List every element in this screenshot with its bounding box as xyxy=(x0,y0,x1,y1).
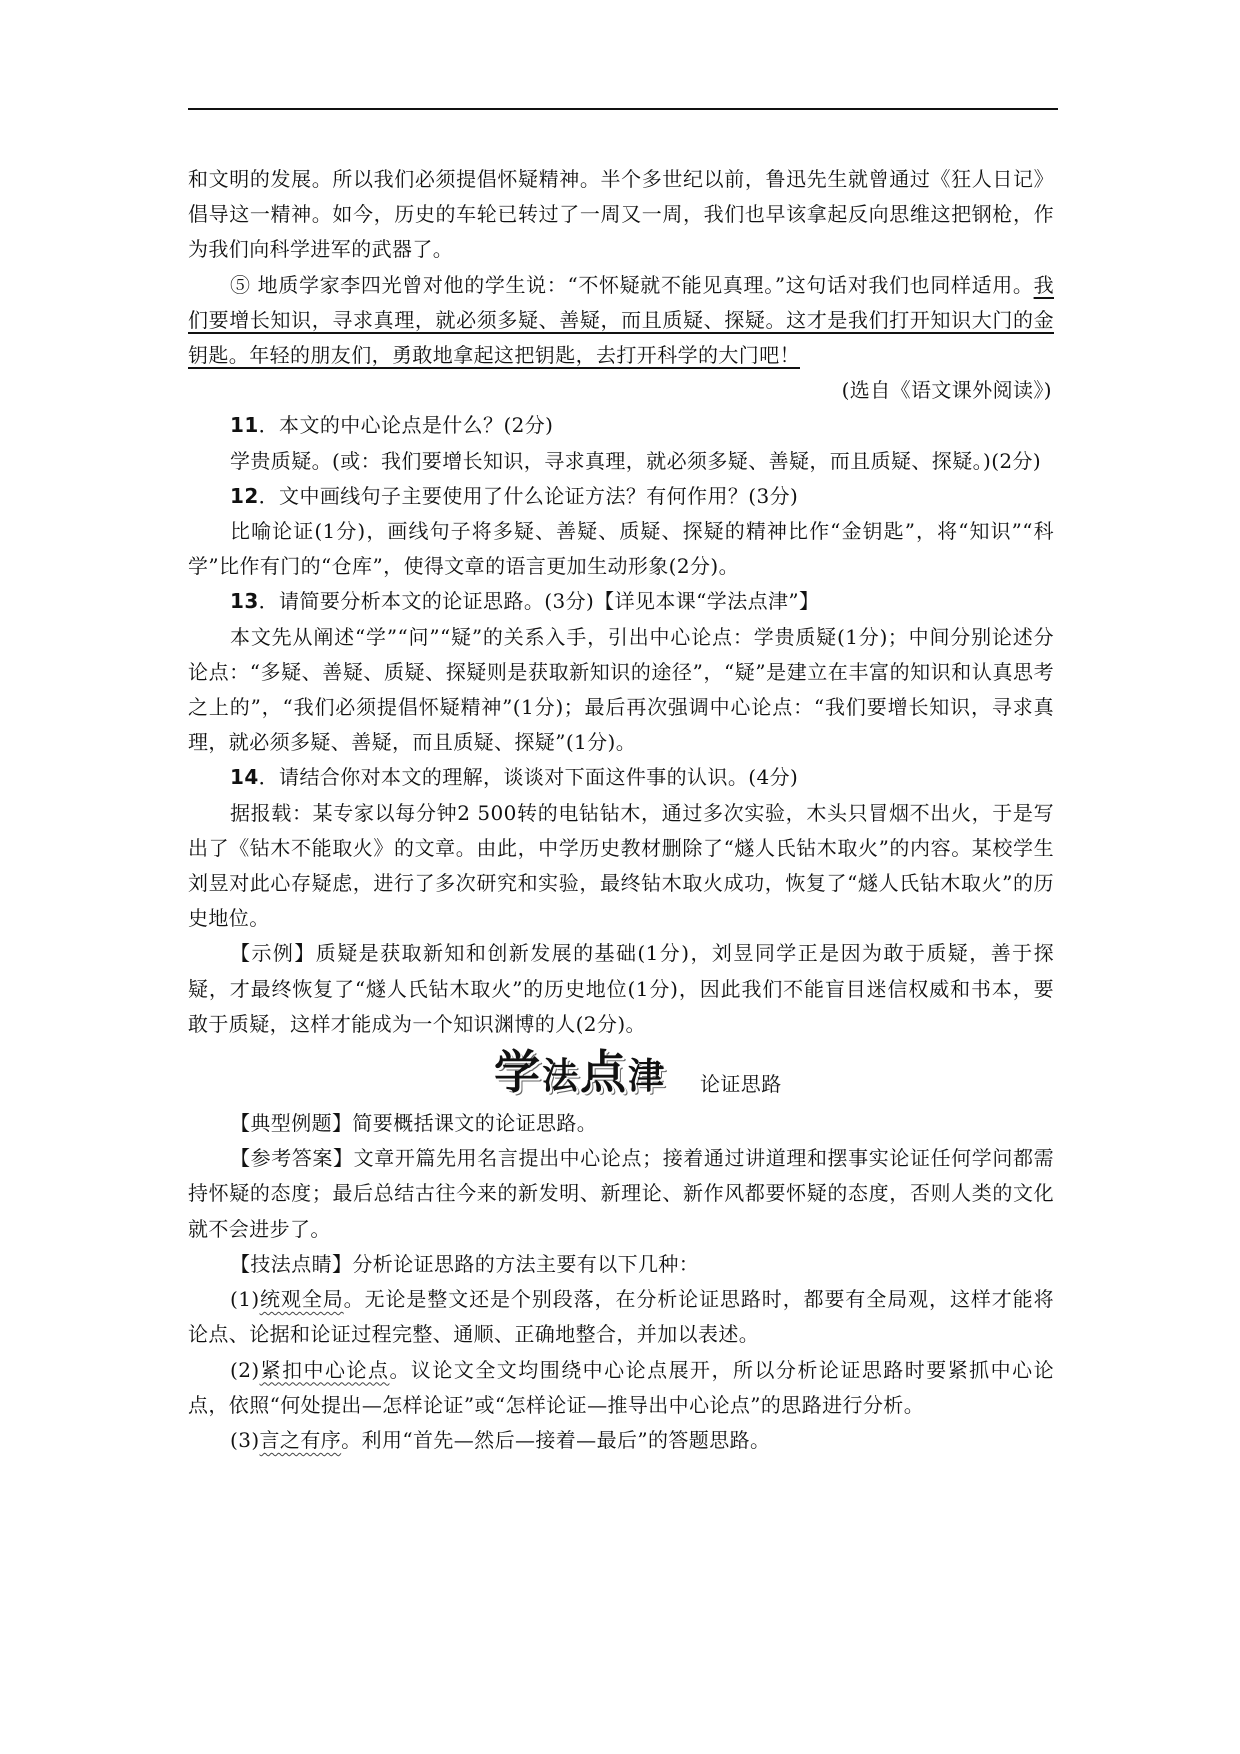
underlined-sentence: 我们要增长知识，寻求真理，就必须多疑、善疑，而且质疑、探疑。这才是我们打开知识大门的金钥匙。年轻的朋友们，勇敢地拿起这把钥匙，去打开科学的大门吧！ xyxy=(188,272,1054,368)
page-content xyxy=(188,162,1054,1458)
tip-number: (2) xyxy=(230,1357,260,1382)
paragraph-4-tail: 和文明的发展。所以我们必须提倡怀疑精神。半个多世纪以前，鲁迅先生就曾通过《狂人日记》倡导这一精神。如今，历史的车轮已转过了一周又一周，我们也早该拿起反向思维这把钢枪，作为我们向科学进军的武器了。 xyxy=(188,167,1054,262)
question-number: 14 xyxy=(230,765,259,790)
banner-char: 学 xyxy=(494,1045,542,1100)
banner-char: 法 xyxy=(542,1056,581,1098)
banner-char: 津 xyxy=(628,1056,667,1098)
question-text: ．请结合你对本文的理解，谈谈对下面这件事的认识。(4分) xyxy=(258,765,799,790)
tip-text: 。无论是整文还是个别段落，在分析论证思路时，都要有全局观，这样才能将论点、论据和论证过程完整、通顺、正确地整合，并加以表述。 xyxy=(188,1287,1054,1347)
paragraph-5-lead: ⑤ 地质学家李四光曾对他的学生说：“不怀疑就不能见真理。”这句话对我们也同样适用。 xyxy=(230,272,1034,297)
banner-subtitle: 论证思路 xyxy=(700,1072,782,1097)
question-text: ．请简要分析本文的论证思路。(3分)【详见本课“学法点津”】 xyxy=(258,589,820,614)
tip-1 xyxy=(188,1282,1054,1352)
answer-14: 【示例】质疑是获取新知和创新发展的基础(1分)，刘昱同学正是因为敢于质疑，善于探疑，才最终恢复了“燧人氏钻木取火”的历史地位(1分)，因此我们不能盲目迷信权威和书本，要敢于质疑，这样才能成为一个知识渊博的人(2分)。 xyxy=(188,941,1054,1036)
material-14: 据报载：某专家以每分钟2 500转的电钻钻木，通过多次实验，木头只冒烟不出火，于是写出了《钻木不能取火》的文章。由此，中学历史教材删除了“燧人氏钻木取火”的内容。某校学生刘昱对此心存疑虑，进行了多次研究和实验，最终钻木取火成功，恢复了“燧人氏钻木取火”的历史地位。 xyxy=(188,800,1054,931)
tip-keyword: 言之有序 xyxy=(259,1427,342,1452)
header-rule xyxy=(188,108,1058,110)
question-14 xyxy=(188,760,1054,795)
tip-3 xyxy=(188,1423,1054,1458)
typical-example: 【典型例题】简要概括课文的论证思路。 xyxy=(230,1111,598,1136)
banner-title xyxy=(494,1046,666,1103)
answer-11: 学贵质疑。(或：我们要增长知识，寻求真理，就必须多疑、善疑，而且质疑、探疑。)(2分) xyxy=(230,448,1042,473)
banner-char: 点 xyxy=(580,1045,629,1100)
tip-2 xyxy=(188,1353,1054,1423)
tip-keyword: 紧扣中心论点 xyxy=(259,1357,390,1382)
source-citation: (选自《语文课外阅读》) xyxy=(841,378,1052,403)
question-number: 13 xyxy=(230,589,259,614)
section-banner xyxy=(188,1044,1054,1106)
question-11 xyxy=(188,408,1054,443)
answer-13: 本文先从阐述“学”“问”“疑”的关系入手，引出中心论点：学贵质疑(1分)；中间分别论述分论点：“多疑、善疑、质疑、探疑则是获取新知识的途径”，“疑”是建立在丰富的知识和认真思考之上的”，“我们必须提倡怀疑精神”(1分)；最后再次强调中心论点：“我们要增长知识，寻求真理，就必须多疑、善疑，而且质疑、探疑”(1分)。 xyxy=(188,624,1054,755)
tip-number: (1) xyxy=(230,1287,260,1312)
tip-text: 。利用“首先—然后—接着—最后”的答题思路。 xyxy=(341,1427,771,1452)
question-text: ．本文的中心论点是什么？(2分) xyxy=(258,413,554,438)
question-text: ．文中画线句子主要使用了什么论证方法？有何作用？(3分) xyxy=(258,483,799,508)
paragraph-5 xyxy=(188,268,1054,374)
tip-number: (3) xyxy=(230,1427,260,1452)
tip-text: 。议论文全文均围绕中心论点展开，所以分析论证思路时要紧抓中心论点，依照“何处提出—怎样论证”或“怎样论证—推导出中心论点”的思路进行分析。 xyxy=(188,1357,1054,1417)
question-number: 12 xyxy=(230,483,259,508)
tip-keyword: 统观全局 xyxy=(259,1287,344,1312)
question-13 xyxy=(188,584,1054,619)
reference-answer: 【参考答案】文章开篇先用名言提出中心论点；接着通过讲道理和摆事实论证任何学问都需持怀疑的态度；最后总结古往今来的新发明、新理论、新作风都要怀疑的态度，否则人类的文化就不会进步了。 xyxy=(188,1146,1054,1241)
answer-12: 比喻论证(1分)，画线句子将多疑、善疑、质疑、探疑的精神比作“金钥匙”，将“知识”“科学”比作有门的“仓库”，使得文章的语言更加生动形象(2分)。 xyxy=(188,519,1054,579)
tips-intro: 【技法点睛】分析论证思路的方法主要有以下几种： xyxy=(230,1251,700,1276)
question-number: 11 xyxy=(230,413,259,438)
question-12 xyxy=(188,479,1054,514)
